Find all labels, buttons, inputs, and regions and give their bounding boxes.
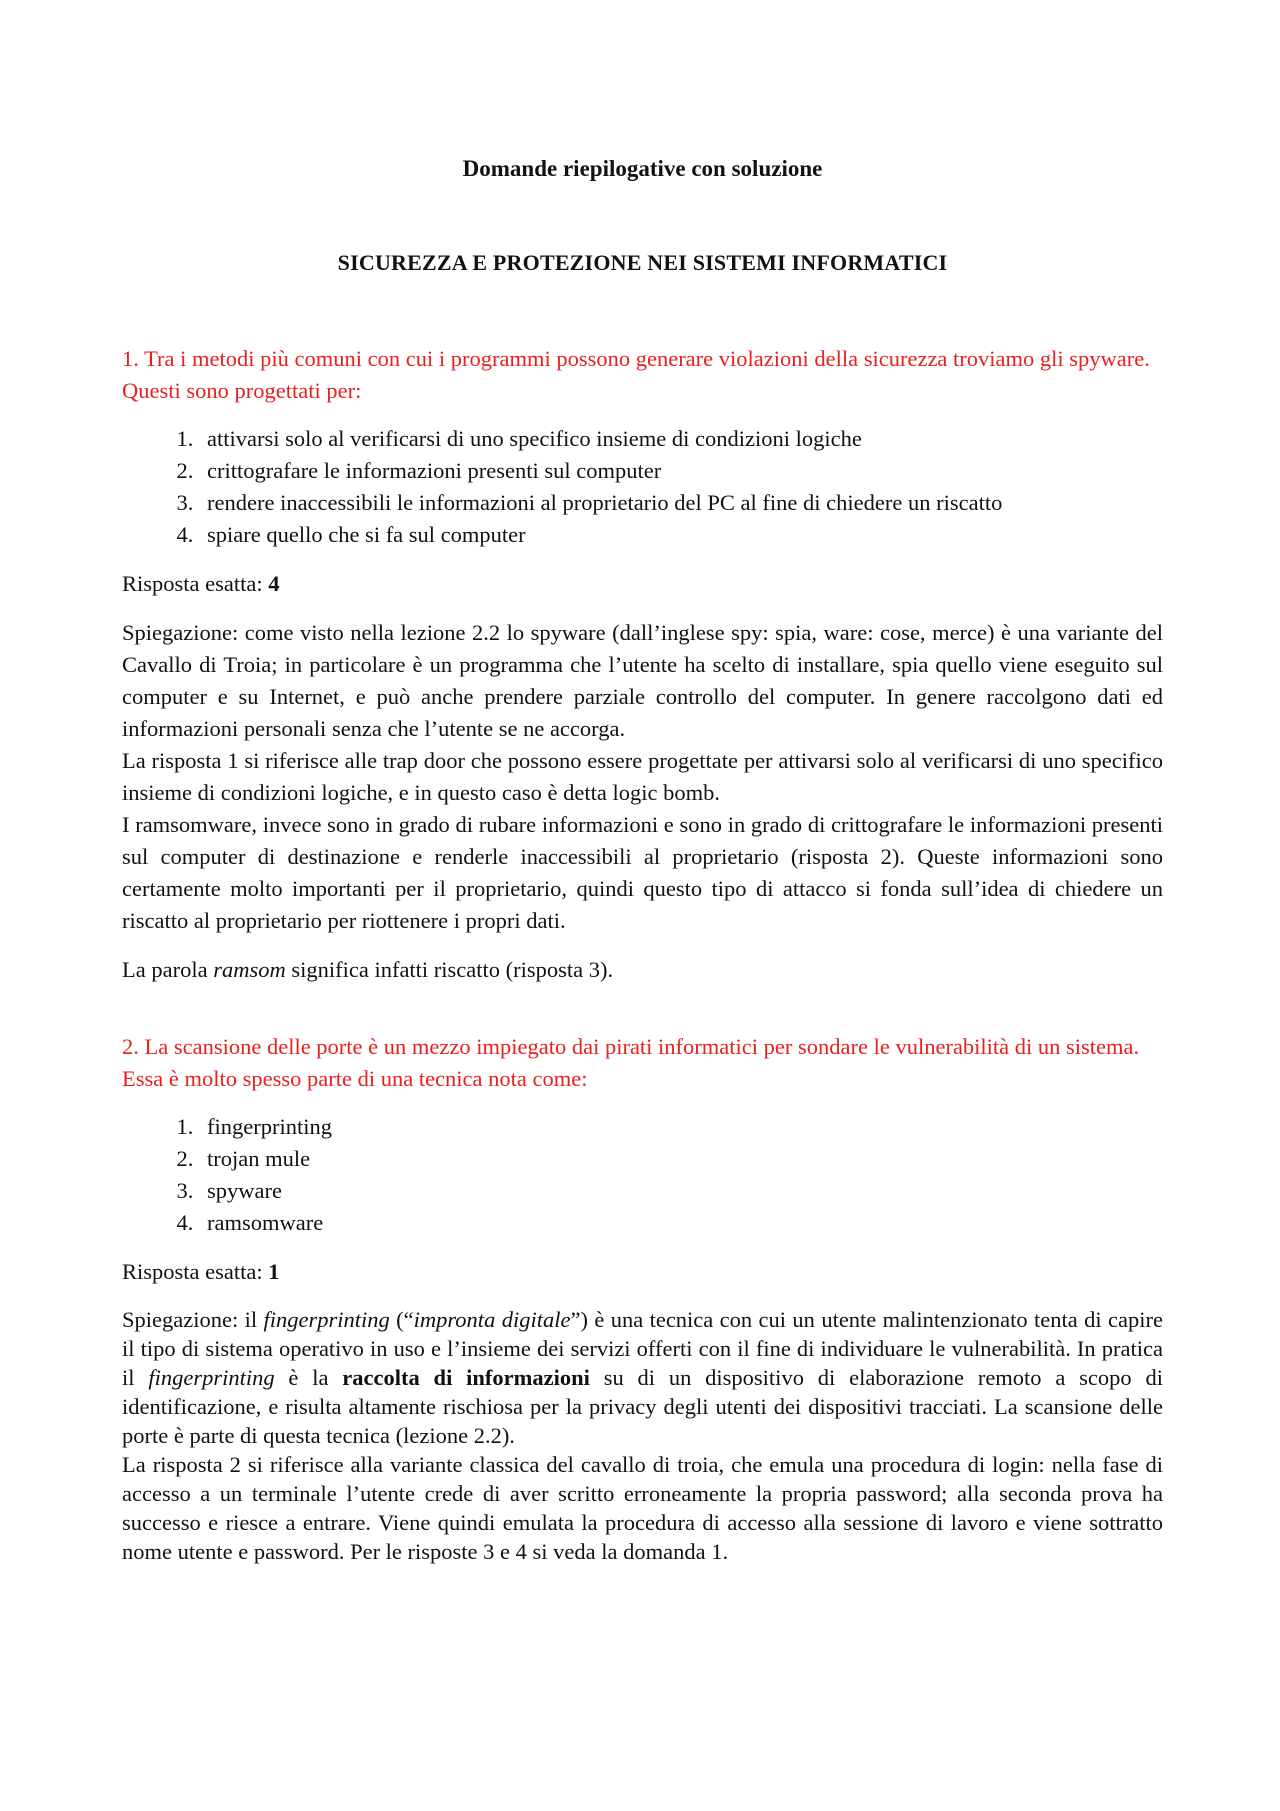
- question-2-option-1: 1. fingerprinting: [199, 1111, 1163, 1143]
- explanation-part-3: I ramsomware, invece sono in grado di rubare informazioni e sono in grado di crittografare le informazioni presenti sul computer di destinazione e renderle inaccessibili al proprietario (risposta 2). Queste informazioni sono certamente molto importanti per il proprietario, quindi questo tipo di attacco si fonda sull’idea di chiedere un riscatto al proprietario per riottenere i propri dati.: [122, 812, 1163, 933]
- explanation-italic-1: fingerprinting: [263, 1307, 390, 1332]
- answer-value: 1: [268, 1259, 280, 1284]
- question-1-option-2: 2. crittografare le informazioni presenti sul computer: [199, 455, 1163, 487]
- note-text-before: La parola: [122, 957, 214, 982]
- explanation-part-2: La risposta 1 si riferisce alle trap door che possono essere progettate per attivarsi solo al verificarsi di uno specifico insieme di condizioni logiche, e in questo caso è detta logic bomb.: [122, 748, 1163, 805]
- explanation-bold-1: raccolta di informazioni: [342, 1365, 590, 1390]
- note-italic-word: ramsom: [213, 957, 286, 982]
- question-2-text: 2. La scansione delle porte è un mezzo impiegato dai pirati informatici per sondare le vulnerabilità di un sistema. Essa è molto spesso parte di una tecnica nota come:: [122, 1034, 1140, 1091]
- question-1-explanation: [122, 617, 1163, 937]
- question-1-option-3: 3. rendere inaccessibili le informazioni al proprietario del PC al fine di chiedere un riscatto: [199, 487, 1163, 519]
- question-2-option-4: 4. ramsomware: [199, 1207, 1163, 1239]
- note-text-after: significa infatti riscatto (risposta 3).: [285, 957, 614, 982]
- explanation-italic-3: fingerprinting: [148, 1365, 275, 1390]
- explanation-text-1: Spiegazione: il: [122, 1307, 264, 1332]
- explanation-text-2: (“: [389, 1307, 414, 1332]
- explanation-part-1: Spiegazione: come visto nella lezione 2.2 lo spyware (dall’inglese spy: spia, ware: cose, merce) è una variante del Cavallo di Troia; in particolare è un programma che l’utente ha scelto di installare, spia quello viene eseguito sul computer e su Internet, e può anche prendere parziale controllo del computer. In genere raccolgono dati ed informazioni personali senza che l’utente se ne accorga.: [122, 620, 1163, 741]
- question-2-options: [122, 1111, 1163, 1239]
- question-1-note: [122, 954, 1163, 986]
- document-title: Domande riepilogative con soluzione: [462, 156, 823, 181]
- question-2-option-2: 2. trojan mule: [199, 1143, 1163, 1175]
- explanation-paragraph-2: La risposta 2 si riferisce alla variante classica del cavallo di troia, che emula una procedura di login: nella fase di accesso a un terminale l’utente crede di aver scritto erroneamente la propria password; alla seconda prova ha successo e riesce a entrare. Viene quindi emulata la procedura di accesso alla sessione di lavoro e viene sottratto nome utente e password. Per le risposte 3 e 4 si veda la domanda 1.: [122, 1452, 1163, 1564]
- answer-label: Risposta esatta:: [122, 1259, 263, 1284]
- question-1-answer: [122, 568, 1163, 600]
- question-2-answer: [122, 1256, 1163, 1288]
- explanation-text-3: ”) è una tecnica con cui un utente malintenzionato tenta di capire il tipo di sistema operativo in uso e l’insieme dei servizi offerti con il fine di individuare le vulnerabilità. In pratica il: [122, 1307, 1163, 1390]
- question-2-explanation: [122, 1305, 1163, 1566]
- explanation-text-5: su di un dispositivo di elaborazione remoto a scopo di identificazione, e risulta altamente rischiosa per la privacy degli utenti dei dispositivi tracciati. La scansione delle porte è parte di questa tecnica (lezione 2.2).: [122, 1365, 1163, 1448]
- explanation-italic-2: impronta digitale: [413, 1307, 571, 1332]
- question-1-option-1: 1. attivarsi solo al verificarsi di uno specifico insieme di condizioni logiche: [199, 423, 1163, 455]
- explanation-text-4: è la: [274, 1365, 343, 1390]
- document-subtitle: SICUREZZA E PROTEZIONE NEI SISTEMI INFORMATICI: [337, 250, 948, 275]
- question-1-text: 1. Tra i metodi più comuni con cui i programmi possono generare violazioni della sicurezza troviamo gli spyware. Questi sono progettati per:: [122, 346, 1150, 403]
- answer-label: Risposta esatta:: [122, 571, 263, 596]
- question-2-option-3: 3. spyware: [199, 1175, 1163, 1207]
- question-1-option-4: 4. spiare quello che si fa sul computer: [199, 519, 1163, 551]
- answer-value: 4: [268, 571, 280, 596]
- question-1-options: [122, 423, 1163, 551]
